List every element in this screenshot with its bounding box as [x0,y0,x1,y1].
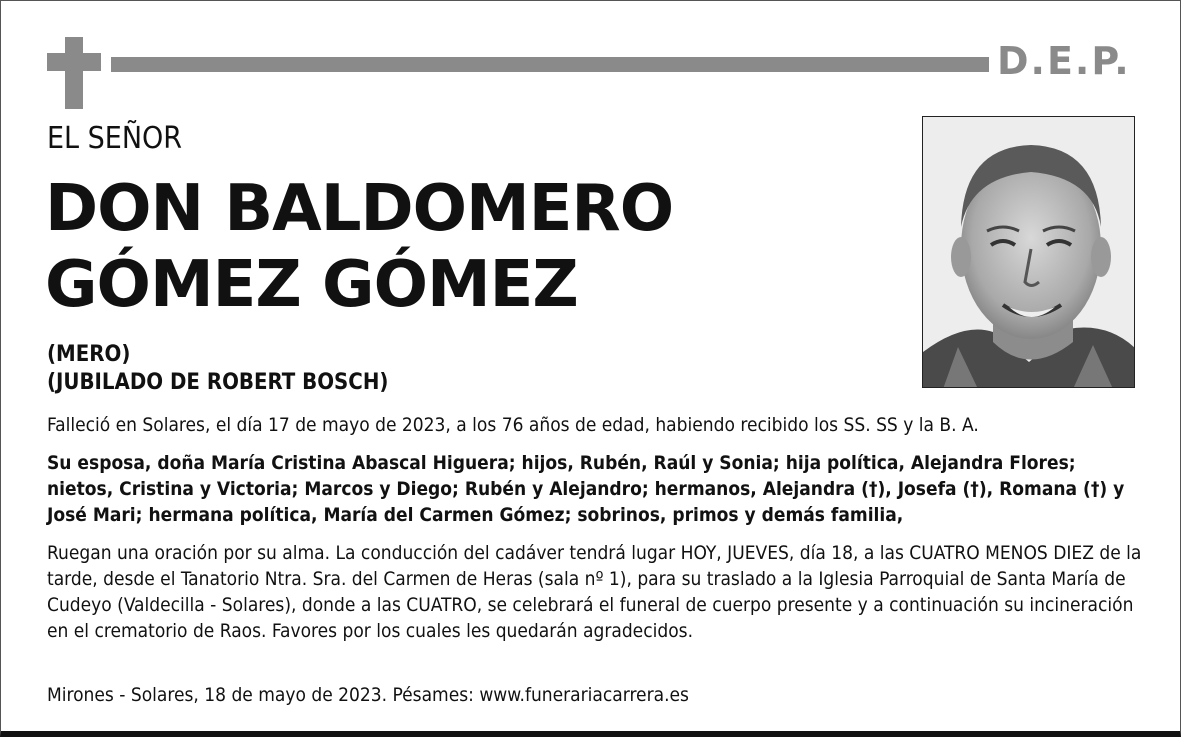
deceased-name [45,171,673,323]
name-line-2: GÓMEZ GÓMEZ [45,248,578,322]
header-rule [111,57,989,72]
name-line-1: DON BALDOMERO [45,172,674,246]
death-announcement: Falleció en Solares, el día 17 de mayo de 2023, a los 76 años de edad, habiendo recibido los SS. SS y la B. A. [47,414,979,436]
dep-label: D.E.P. [997,39,1131,83]
portrait-photo [922,116,1135,388]
nickname-block [47,341,388,397]
nickname-occupation: (JUBILADO DE ROBERT BOSCH) [47,370,389,395]
cross-icon-arm [47,53,101,71]
family-list: Su esposa, doña María Cristina Abascal Higuera; hijos, Rubén, Raúl y Sonia; hija política, Alejandra Flores; nietos, Cristina y Victoria; Marcos y Diego; Rubén y Alejandro; hermanos, Alejandra (†), Josefa (†), Romana (†) y José Mari; hermana política, María del Carmen Gómez; sobrinos, primos y demás familia, [47,452,1125,526]
service-details: Ruegan una oración por su alma. La conducción del cadáver tendrá lugar HOY, JUEVES, día 18, a las CUATRO MENOS DIEZ de la tarde, desde el Tanatorio Ntra. Sra. del Carmen de Heras (sala nº 1), para su traslado a la Iglesia Parroquial de Santa María de Cudeyo (Valdecilla - Solares), donde a las CUATRO, se celebrará el funeral de cuerpo presente y a continuación su incineración en el crematorio de Raos. Favores por los cuales les quedarán agradecidos. [47,542,1142,642]
footer-line: Mirones - Solares, 18 de mayo de 2023. Pésames: www.funerariacarrera.es [47,684,689,706]
honorific: EL SEÑOR [47,121,183,156]
cross-icon [65,37,83,109]
nickname-alias: (MERO) [47,342,131,367]
portrait-illustration [923,117,1135,388]
